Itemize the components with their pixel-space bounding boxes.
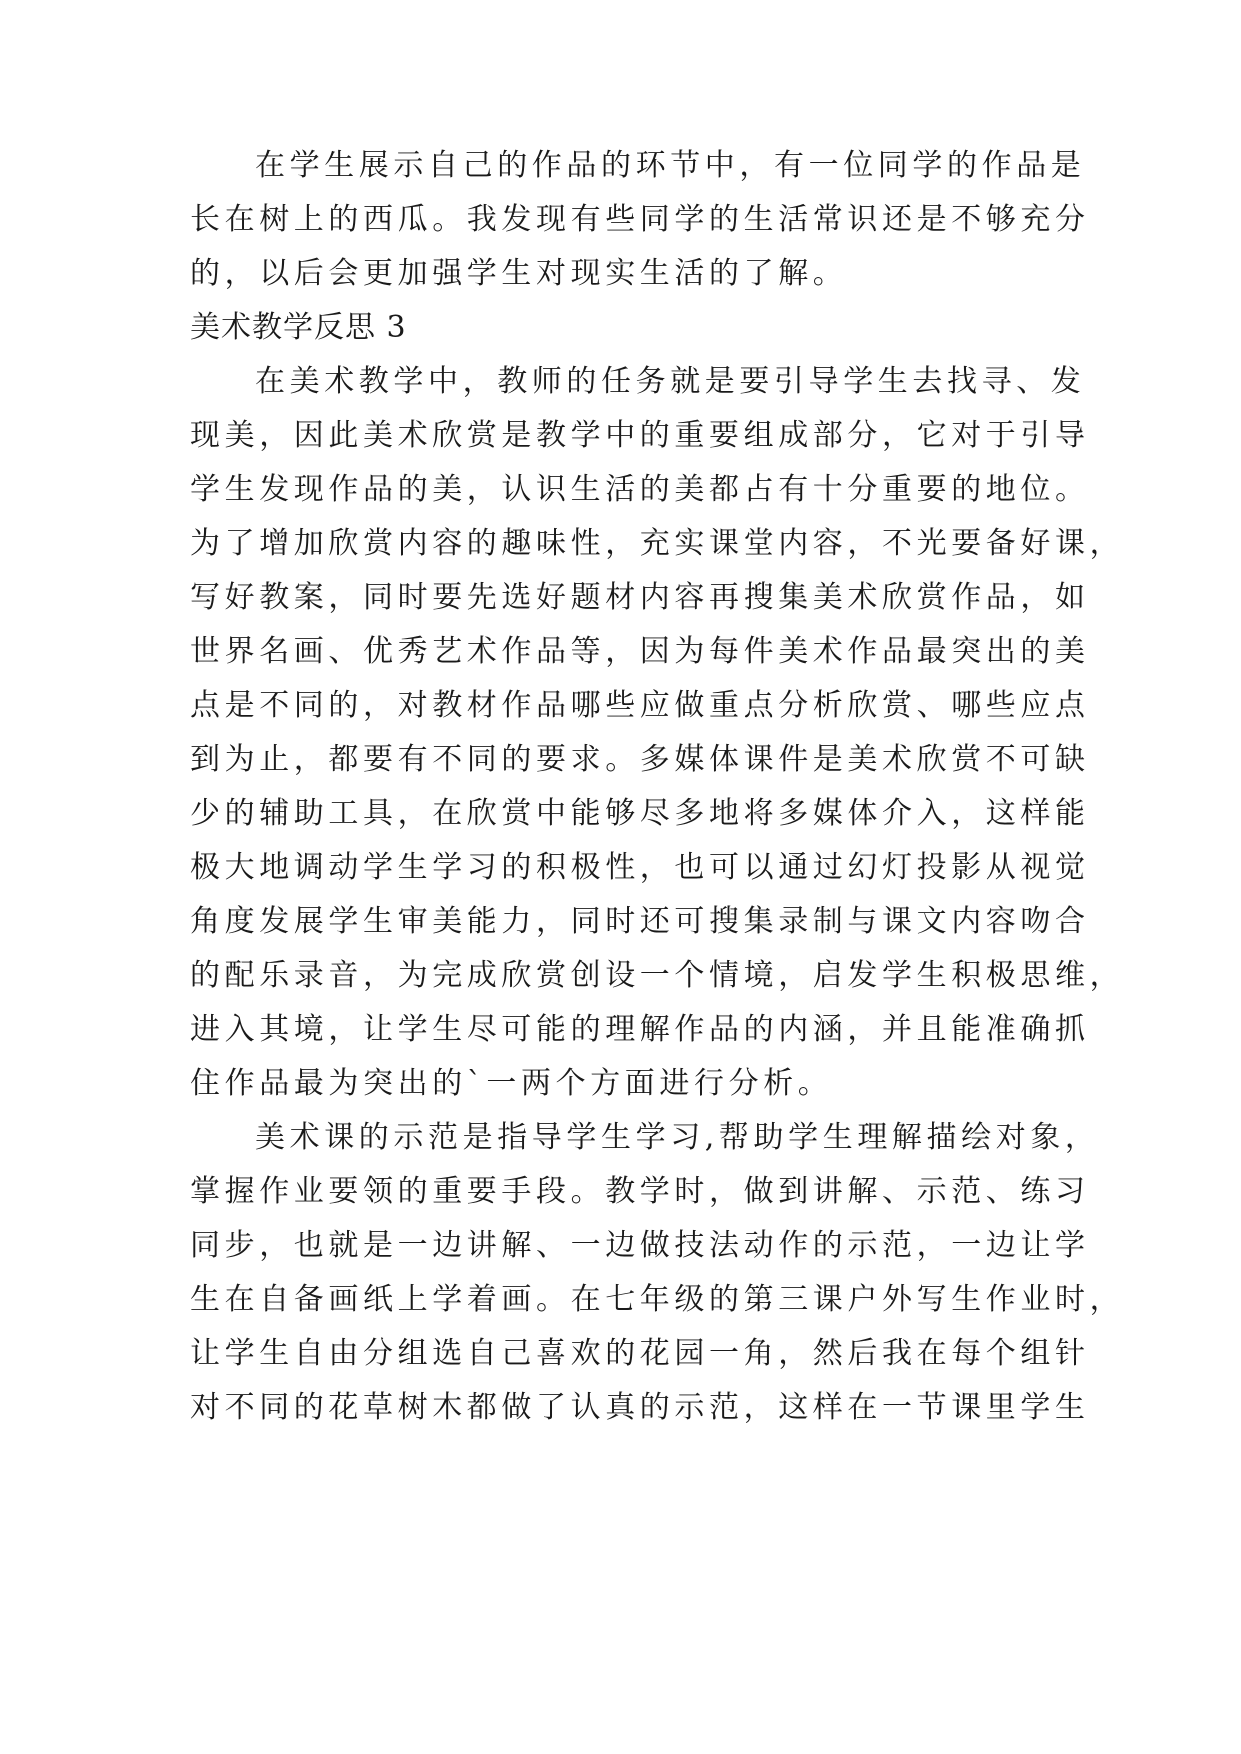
paragraph-line: 现美，因此美术欣赏是教学中的重要组成部分，它对于引导 bbox=[190, 418, 1090, 453]
paragraph-line: 为了增加欣赏内容的趣味性，充实课堂内容，不光要备好课， bbox=[190, 526, 1125, 561]
paragraph-line: 让学生自由分组选自己喜欢的花园一角，然后我在每个组针 bbox=[190, 1336, 1090, 1371]
section-heading: 美术教学反思 3 bbox=[190, 310, 407, 345]
paragraph-line: 进入其境，让学生尽可能的理解作品的内涵，并且能准确抓 bbox=[190, 1012, 1090, 1047]
paragraph-line: 点是不同的，对教材作品哪些应做重点分析欣赏、哪些应点 bbox=[190, 688, 1090, 723]
paragraph-line: 到为止，都要有不同的要求。多媒体课件是美术欣赏不可缺 bbox=[190, 742, 1090, 777]
paragraph-line: 同步，也就是一边讲解、一边做技法动作的示范，一边让学 bbox=[190, 1228, 1090, 1263]
paragraph-line: 角度发展学生审美能力，同时还可搜集录制与课文内容吻合 bbox=[190, 904, 1090, 939]
paragraph-line: 极大地调动学生学习的积极性，也可以通过幻灯投影从视觉 bbox=[190, 850, 1090, 885]
paragraph-line: 住作品最为突出的`一两个方面进行分析。 bbox=[190, 1066, 833, 1101]
paragraph-line: 少的辅助工具，在欣赏中能够尽多地将多媒体介入，这样能 bbox=[190, 796, 1090, 831]
paragraph-line: 写好教案，同时要先选好题材内容再搜集美术欣赏作品，如 bbox=[190, 580, 1090, 615]
paragraph-line: 的，以后会更加强学生对现实生活的了解。 bbox=[190, 256, 848, 291]
paragraph-line: 的配乐录音，为完成欣赏创设一个情境，启发学生积极思维， bbox=[190, 958, 1125, 993]
paragraph-line: 对不同的花草树木都做了认真的示范，这样在一节课里学生 bbox=[190, 1390, 1090, 1425]
paragraph-line: 掌握作业要领的重要手段。教学时，做到讲解、示范、练习 bbox=[190, 1174, 1090, 1209]
paragraph-line: 世界名画、优秀艺术作品等，因为每件美术作品最突出的美 bbox=[190, 634, 1090, 669]
paragraph-line: 美术课的示范是指导学生学习,帮助学生理解描绘对象， bbox=[255, 1120, 1100, 1155]
paragraph-line: 学生发现作品的美，认识生活的美都占有十分重要的地位。 bbox=[190, 472, 1090, 507]
paragraph-line: 在学生展示自己的作品的环节中，有一位同学的作品是 bbox=[255, 148, 1086, 183]
paragraph-line: 长在树上的西瓜。我发现有些同学的生活常识还是不够充分 bbox=[190, 202, 1090, 237]
paragraph-line: 生在自备画纸上学着画。在七年级的第三课户外写生作业时， bbox=[190, 1282, 1125, 1317]
paragraph-line: 在美术教学中，教师的任务就是要引导学生去找寻、发 bbox=[255, 364, 1086, 399]
